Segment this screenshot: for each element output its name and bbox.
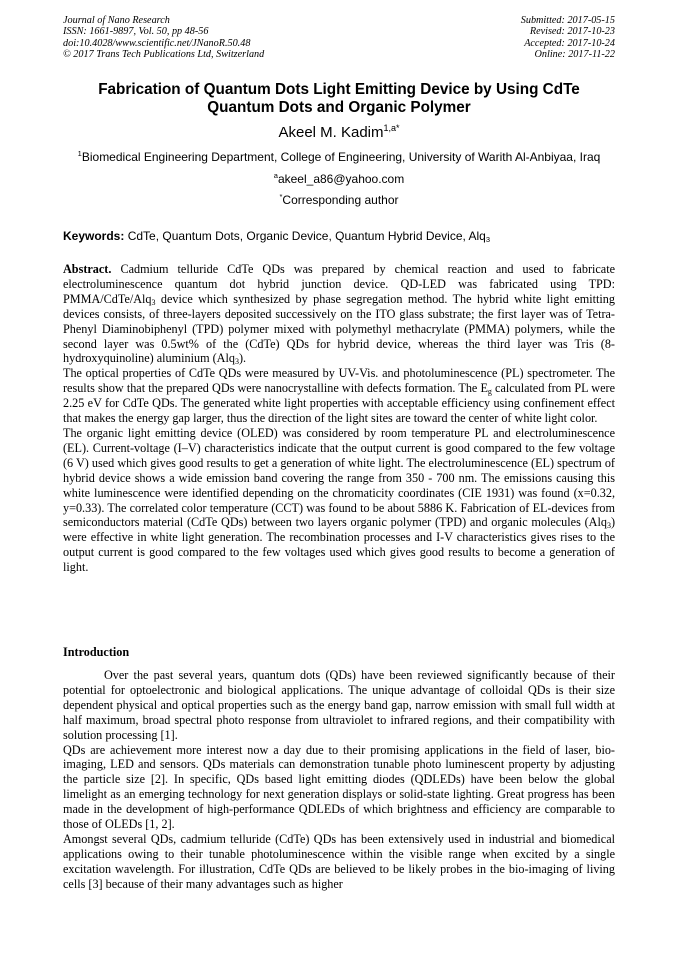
abstract-paragraph-2	[63, 366, 615, 426]
section-heading-introduction: Introduction	[63, 645, 130, 659]
affiliation-text: Biomedical Engineering Department, College of Engineering, University of Warith Al-Anbiyaa, Iraq	[81, 150, 601, 164]
intro-paragraph-2: QDs are achievement more interest now a day due to their promising applications in the field of laser, bio-imaging, LED and sensors. QDs materials can demonstration tunable photo luminescent property by adjusting the particle size [2]. In specific, QDs based light emitting diodes (QDLEDs) have been below the global limelight as an emerging technology for next generation displays or solid-state lighting. Great progress has been made in the development of high-performance QDLEDs of which brightness and efficiency are comparable to those of OLEDs [1, 2].	[63, 742, 615, 832]
abstract-text: Cadmium telluride CdTe QDs was prepared by chemical reaction and used to fabricate electroluminescence quantum dot hybrid junction device. QD-LED was fabricated using TPD: PMMA/CdTe/Alq	[63, 262, 615, 306]
subscript: 3	[234, 357, 239, 367]
abstract-text: ) were effective in white light generation. The recombination processes and I-V characteristics gives rises to the output current is good compared to the few voltages used which gives good results to become a generation of light.	[63, 515, 615, 575]
date-accepted: Accepted: 2017-10-24	[524, 37, 615, 49]
paper-title	[63, 81, 615, 117]
title-line-2: Quantum Dots and Organic Polymer	[207, 99, 471, 116]
affiliation-mark: 1	[77, 149, 82, 158]
affiliation	[63, 150, 615, 165]
keywords-label: Keywords:	[63, 229, 125, 243]
subscript: 3	[151, 297, 156, 307]
subscript: g	[487, 387, 492, 397]
date-online: Online: 2017-11-22	[534, 48, 615, 60]
email-text[interactable]: akeel_a86@yahoo.com	[277, 172, 405, 186]
intro-paragraph-3: Amongst several QDs, cadmium telluride (CdTe) QDs has been extensively used in industrial and biomedical applications owing to their tunable photoluminescence within the visible range when excited by a single excitation wavelength. For illustration, CdTe QDs are believed to be likely probes in the bio-imaging of living cells [3] because of their many advantages such as higher	[63, 831, 615, 891]
journal-copyright: © 2017 Trans Tech Publications Ltd, Switzerland	[63, 48, 265, 60]
abstract-text: The organic light emitting device (OLED) was considered by room temperature PL and electroluminescence (EL). Current-voltage (I–V) characteristics indicate that the output current is good compared to the few voltage (6 V) used which gives good results to get a generation of white light. The electroluminescence (EL) spectrum of hybrid device shows a wide emission band covering the range from 350 - 700 nm. The emissions causing this white luminescence were identified depending on the chromaticity coordinates (CIE 1931) was found (x=0.32, y=0.33). The correlated color temperature (CCT) was found to be about 5886 K. Fabrication of EL-devices from semiconductors material (CdTe QDs) between two layers organic polymer (TPD) and organic molecules (Alq	[63, 425, 615, 530]
journal-name: Journal of Nano Research	[63, 15, 170, 26]
abstract	[63, 262, 615, 575]
email-mark: a	[273, 171, 278, 180]
corresponding-text: Corresponding author	[282, 193, 399, 207]
corresponding-mark: *	[279, 192, 283, 201]
keywords-text: CdTe, Quantum Dots, Organic Device, Quantum Hybrid Device, Alq	[127, 229, 486, 243]
date-submitted: Submitted: 2017-05-15	[520, 15, 615, 26]
subscript: 3	[606, 521, 611, 531]
author-name: Akeel M. Kadim	[278, 124, 384, 141]
corresponding-note	[63, 193, 615, 208]
author-line	[63, 124, 615, 142]
publication-dates	[365, 15, 615, 60]
author-marks: 1,a*	[383, 123, 400, 133]
journal-issn: ISSN: 1661-9897, Vol. 50, pp 48-56	[63, 26, 209, 38]
date-revised: Revised: 2017-10-23	[529, 26, 615, 38]
introduction-body	[63, 668, 615, 892]
abstract-text: ).	[238, 351, 247, 366]
keywords	[63, 229, 615, 244]
journal-doi: doi:10.4028/www.scientific.net/JNanoR.50.48	[63, 37, 251, 49]
author-email	[63, 172, 615, 187]
journal-info	[63, 15, 363, 60]
abstract-text: The optical properties of CdTe QDs were measured by UV-Vis. and photoluminescence (PL) spectrometer. The results show that the prepared QDs were nanocrystalline with defects formation. The E	[63, 366, 615, 396]
intro-paragraph-1: Over the past several years, quantum dots (QDs) have been reviewed significantly because of their potential for optoelectronic and biological applications. The unique advantage of colloidal QDs is their size dependent physical and optical properties such as the energy band gap, narrow emission with small full width at half maximum, broad spectral photo response from ultraviolet to infrared regions, and their compatibility with solution processing [1].	[63, 668, 615, 742]
abstract-text: device which synthesized by phase segregation method. The hybrid white light emitting devices consists, of three-layers deposited successively on the ITO glass substrate; the first layer was of Tetra-Phenyl Diaminobiphenyl (TPD) polymer mixed with polymethyl methacrylate (PMMA) polymers, while the second layer was 0.5wt% of the (CdTe) QDs for hybrid device, whereas the third layer was Tris (8-hydroxyquinoline) aluminium (Alq	[63, 291, 615, 366]
abstract-paragraph-3	[63, 426, 615, 575]
abstract-paragraph-1	[63, 262, 615, 366]
abstract-label: Abstract.	[63, 262, 112, 276]
title-line-1: Fabrication of Quantum Dots Light Emitting Device by Using CdTe	[98, 81, 580, 98]
keywords-sub: 3	[485, 235, 491, 244]
abstract-text: calculated from PL were 2.25 eV for CdTe QDs. The generated white light properties with acceptable efficiency using confinement effect that makes the energy gap larger, thus the direction of the light sites are toward the center of white light color.	[63, 381, 615, 426]
